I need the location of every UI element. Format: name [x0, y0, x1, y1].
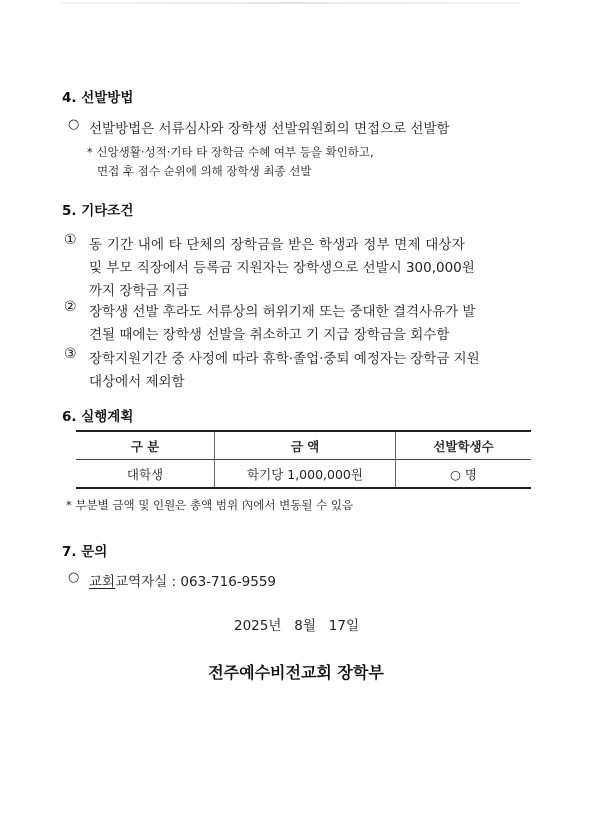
section-4-heading: 4. 선발방법 [62, 90, 134, 106]
header-amount: 금 액 [215, 431, 396, 460]
table-header-row [76, 431, 531, 460]
plan-table [76, 430, 531, 489]
item-1-line2: 및 부모 직장에서 등록금 지원자는 장학생으로 선발시 300,000원 [89, 260, 475, 276]
issuer-name: 전주예수비전교회 장학부 [208, 663, 384, 682]
item-2-marker: ② [64, 299, 77, 315]
cell-category: 대학생 [76, 460, 215, 489]
bullet-circle: ○ [68, 117, 80, 132]
item-1-marker: ① [64, 232, 77, 248]
contact-info [89, 570, 276, 590]
cell-amount: 학기당 1,000,000원 [215, 460, 396, 489]
item-2-line2: 견될 때에는 장학생 선발을 취소하고 기 지급 장학금을 회수함 [89, 327, 450, 343]
contact-dept: 교회 [89, 574, 116, 590]
section-6-heading: 6. 실행계획 [62, 409, 134, 425]
item-1-line3: 까지 장학금 지급 [89, 283, 189, 299]
item-2-line1: 장학생 선발 후라도 서류상의 허위기재 또는 중대한 결격사유가 발 [89, 304, 476, 320]
item-3-line2: 대상에서 제외함 [89, 374, 185, 390]
section-4-note-line1: * 신앙생활·성적·기타 타 장학금 수혜 여부 등을 확인하고, [87, 145, 374, 159]
item-3-line1: 장학지원기간 중 사정에 따라 휴학·졸업·중퇴 예정자는 장학금 지원 [89, 351, 480, 367]
section-4-text: 선발방법은 서류심사와 장학생 선발위원회의 면접으로 선발함 [89, 121, 450, 137]
section-7-heading: 7. 문의 [62, 544, 108, 560]
contact-phone: 교역자실 : 063-716-9559 [115, 574, 277, 590]
top-border-line [60, 2, 520, 4]
header-student-count: 선발학생수 [433, 438, 494, 454]
bullet-circle: ○ [68, 570, 80, 585]
item-1-line1: 동 기간 내에 타 단체의 장학금을 받은 학생과 정부 면제 대상자 [89, 237, 465, 253]
section-6-note: * 부분별 금액 및 인원은 총액 범위 內에서 변동될 수 있음 [66, 498, 354, 512]
document-date: 2025년 8월 17일 [234, 618, 359, 634]
header-category: 구 분 [76, 431, 215, 460]
table-row [76, 460, 531, 489]
section-5-heading: 5. 기타조건 [62, 203, 134, 219]
item-3-marker: ③ [64, 346, 77, 362]
cell-student-count: ○ 명 [450, 466, 477, 482]
section-4-note-line2: 면접 후 점수 순위에 의해 장학생 최종 선발 [97, 164, 312, 178]
